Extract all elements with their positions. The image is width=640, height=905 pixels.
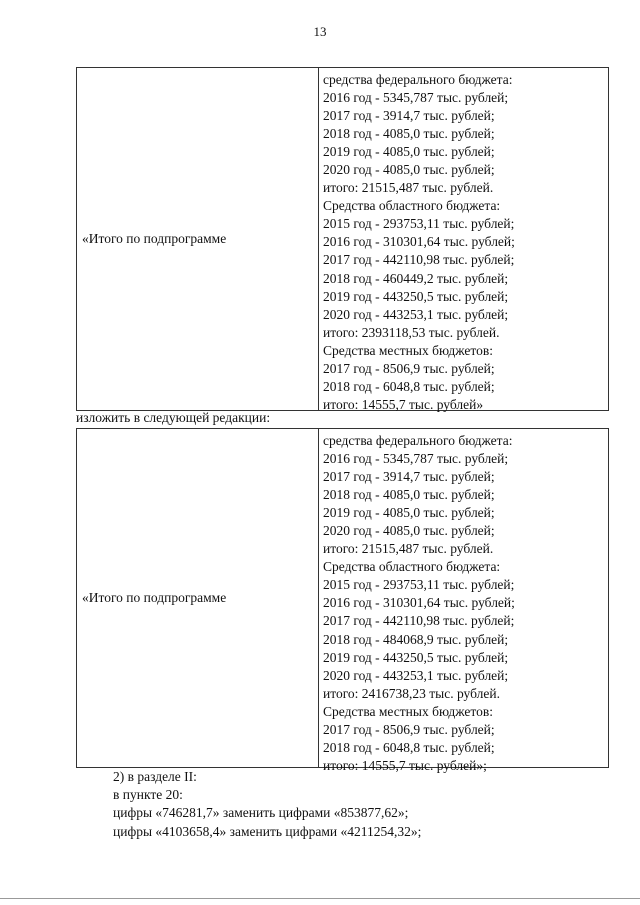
new-table-line: 2016 год - 310301,64 тыс. рублей; — [323, 595, 515, 611]
new-table-line: 2017 год - 442110,98 тыс. рублей; — [323, 613, 515, 629]
old-table-line: 2017 год - 8506,9 тыс. рублей; — [323, 360, 495, 376]
old-table-line: 2018 год - 6048,8 тыс. рублей; — [323, 378, 495, 394]
new-table-right-cell — [319, 429, 608, 773]
old-table-line: итого: 2393118,53 тыс. рублей. — [323, 324, 500, 340]
new-table-line: 2015 год - 293753,11 тыс. рублей; — [323, 577, 515, 593]
new-table-line: Средства местных бюджетов: — [323, 703, 493, 719]
new-table-line: 2020 год - 443253,1 тыс. рублей; — [323, 667, 509, 683]
old-table-line: 2016 год - 5345,787 тыс. рублей; — [323, 90, 509, 106]
new-table-line: 2019 год - 4085,0 тыс. рублей; — [323, 505, 495, 521]
new-table-left-cell — [77, 429, 319, 767]
old-table-line: 2016 год - 310301,64 тыс. рублей; — [323, 234, 515, 250]
new-table-line: 2018 год - 4085,0 тыс. рублей; — [323, 487, 495, 503]
amendment-item-line: в пункте 20: — [113, 787, 183, 803]
amendment-replace-line: цифры «4103658,4» заменить цифрами «4211254,32»; — [113, 823, 422, 839]
old-table-right-cell — [319, 68, 608, 410]
old-table-line: 2020 год - 443253,1 тыс. рублей; — [323, 306, 509, 322]
footer-rule — [0, 898, 640, 899]
old-table-line: средства федерального бюджета: — [323, 72, 513, 87]
connector-text: изложить в следующей редакции: — [76, 410, 271, 425]
old-budget-table — [76, 67, 609, 411]
old-table-line: 2017 год - 442110,98 тыс. рублей; — [323, 252, 515, 268]
new-table-line: Средства областного бюджета: — [323, 559, 501, 575]
new-table-line: 2016 год - 5345,787 тыс. рублей; — [323, 451, 509, 467]
old-table-line: 2018 год - 460449,2 тыс. рублей; — [323, 270, 509, 286]
new-table-line: средства федерального бюджета: — [323, 433, 513, 448]
old-table-line: Средства местных бюджетов: — [323, 342, 493, 358]
old-table-left-cell — [77, 68, 319, 410]
new-table-line: 2020 год - 4085,0 тыс. рублей; — [323, 523, 495, 539]
amendments-block — [113, 768, 421, 841]
amendment-section-line: 2) в разделе II: — [113, 769, 197, 784]
new-table-line: 2017 год - 3914,7 тыс. рублей; — [323, 469, 495, 485]
old-table-line: Средства областного бюджета: — [323, 198, 501, 214]
old-table-line: итого: 14555,7 тыс. рублей» — [323, 396, 484, 412]
old-table-line: 2020 год - 4085,0 тыс. рублей; — [323, 162, 495, 178]
new-table-line: 2017 год - 8506,9 тыс. рублей; — [323, 721, 495, 737]
new-table-line: 2018 год - 484068,9 тыс. рублей; — [323, 631, 509, 647]
new-table-subprogram-label: «Итого по подпрограмме — [82, 590, 227, 605]
old-table-line: 2015 год - 293753,11 тыс. рублей; — [323, 216, 515, 232]
page-number: 13 — [313, 24, 327, 39]
new-table-line: итого: 2416738,23 тыс. рублей. — [323, 685, 500, 701]
new-budget-table — [76, 428, 609, 773]
old-table-line: 2017 год - 3914,7 тыс. рублей; — [323, 108, 495, 124]
old-table-line: 2019 год - 4085,0 тыс. рублей; — [323, 144, 495, 160]
old-table-subprogram-label: «Итого по подпрограмме — [82, 231, 227, 246]
old-table-line: 2019 год - 443250,5 тыс. рублей; — [323, 288, 509, 304]
new-table-line: 2019 год - 443250,5 тыс. рублей; — [323, 649, 509, 665]
amendment-replace-line: цифры «746281,7» заменить цифрами «853877,62»; — [113, 805, 409, 821]
old-table-line: итого: 21515,487 тыс. рублей. — [323, 180, 494, 196]
old-table-line: 2018 год - 4085,0 тыс. рублей; — [323, 126, 495, 142]
new-table-line: итого: 14555,7 тыс. рублей»; — [323, 757, 487, 773]
new-table-line: 2018 год - 6048,8 тыс. рублей; — [323, 739, 495, 755]
new-table-line: итого: 21515,487 тыс. рублей. — [323, 541, 494, 557]
